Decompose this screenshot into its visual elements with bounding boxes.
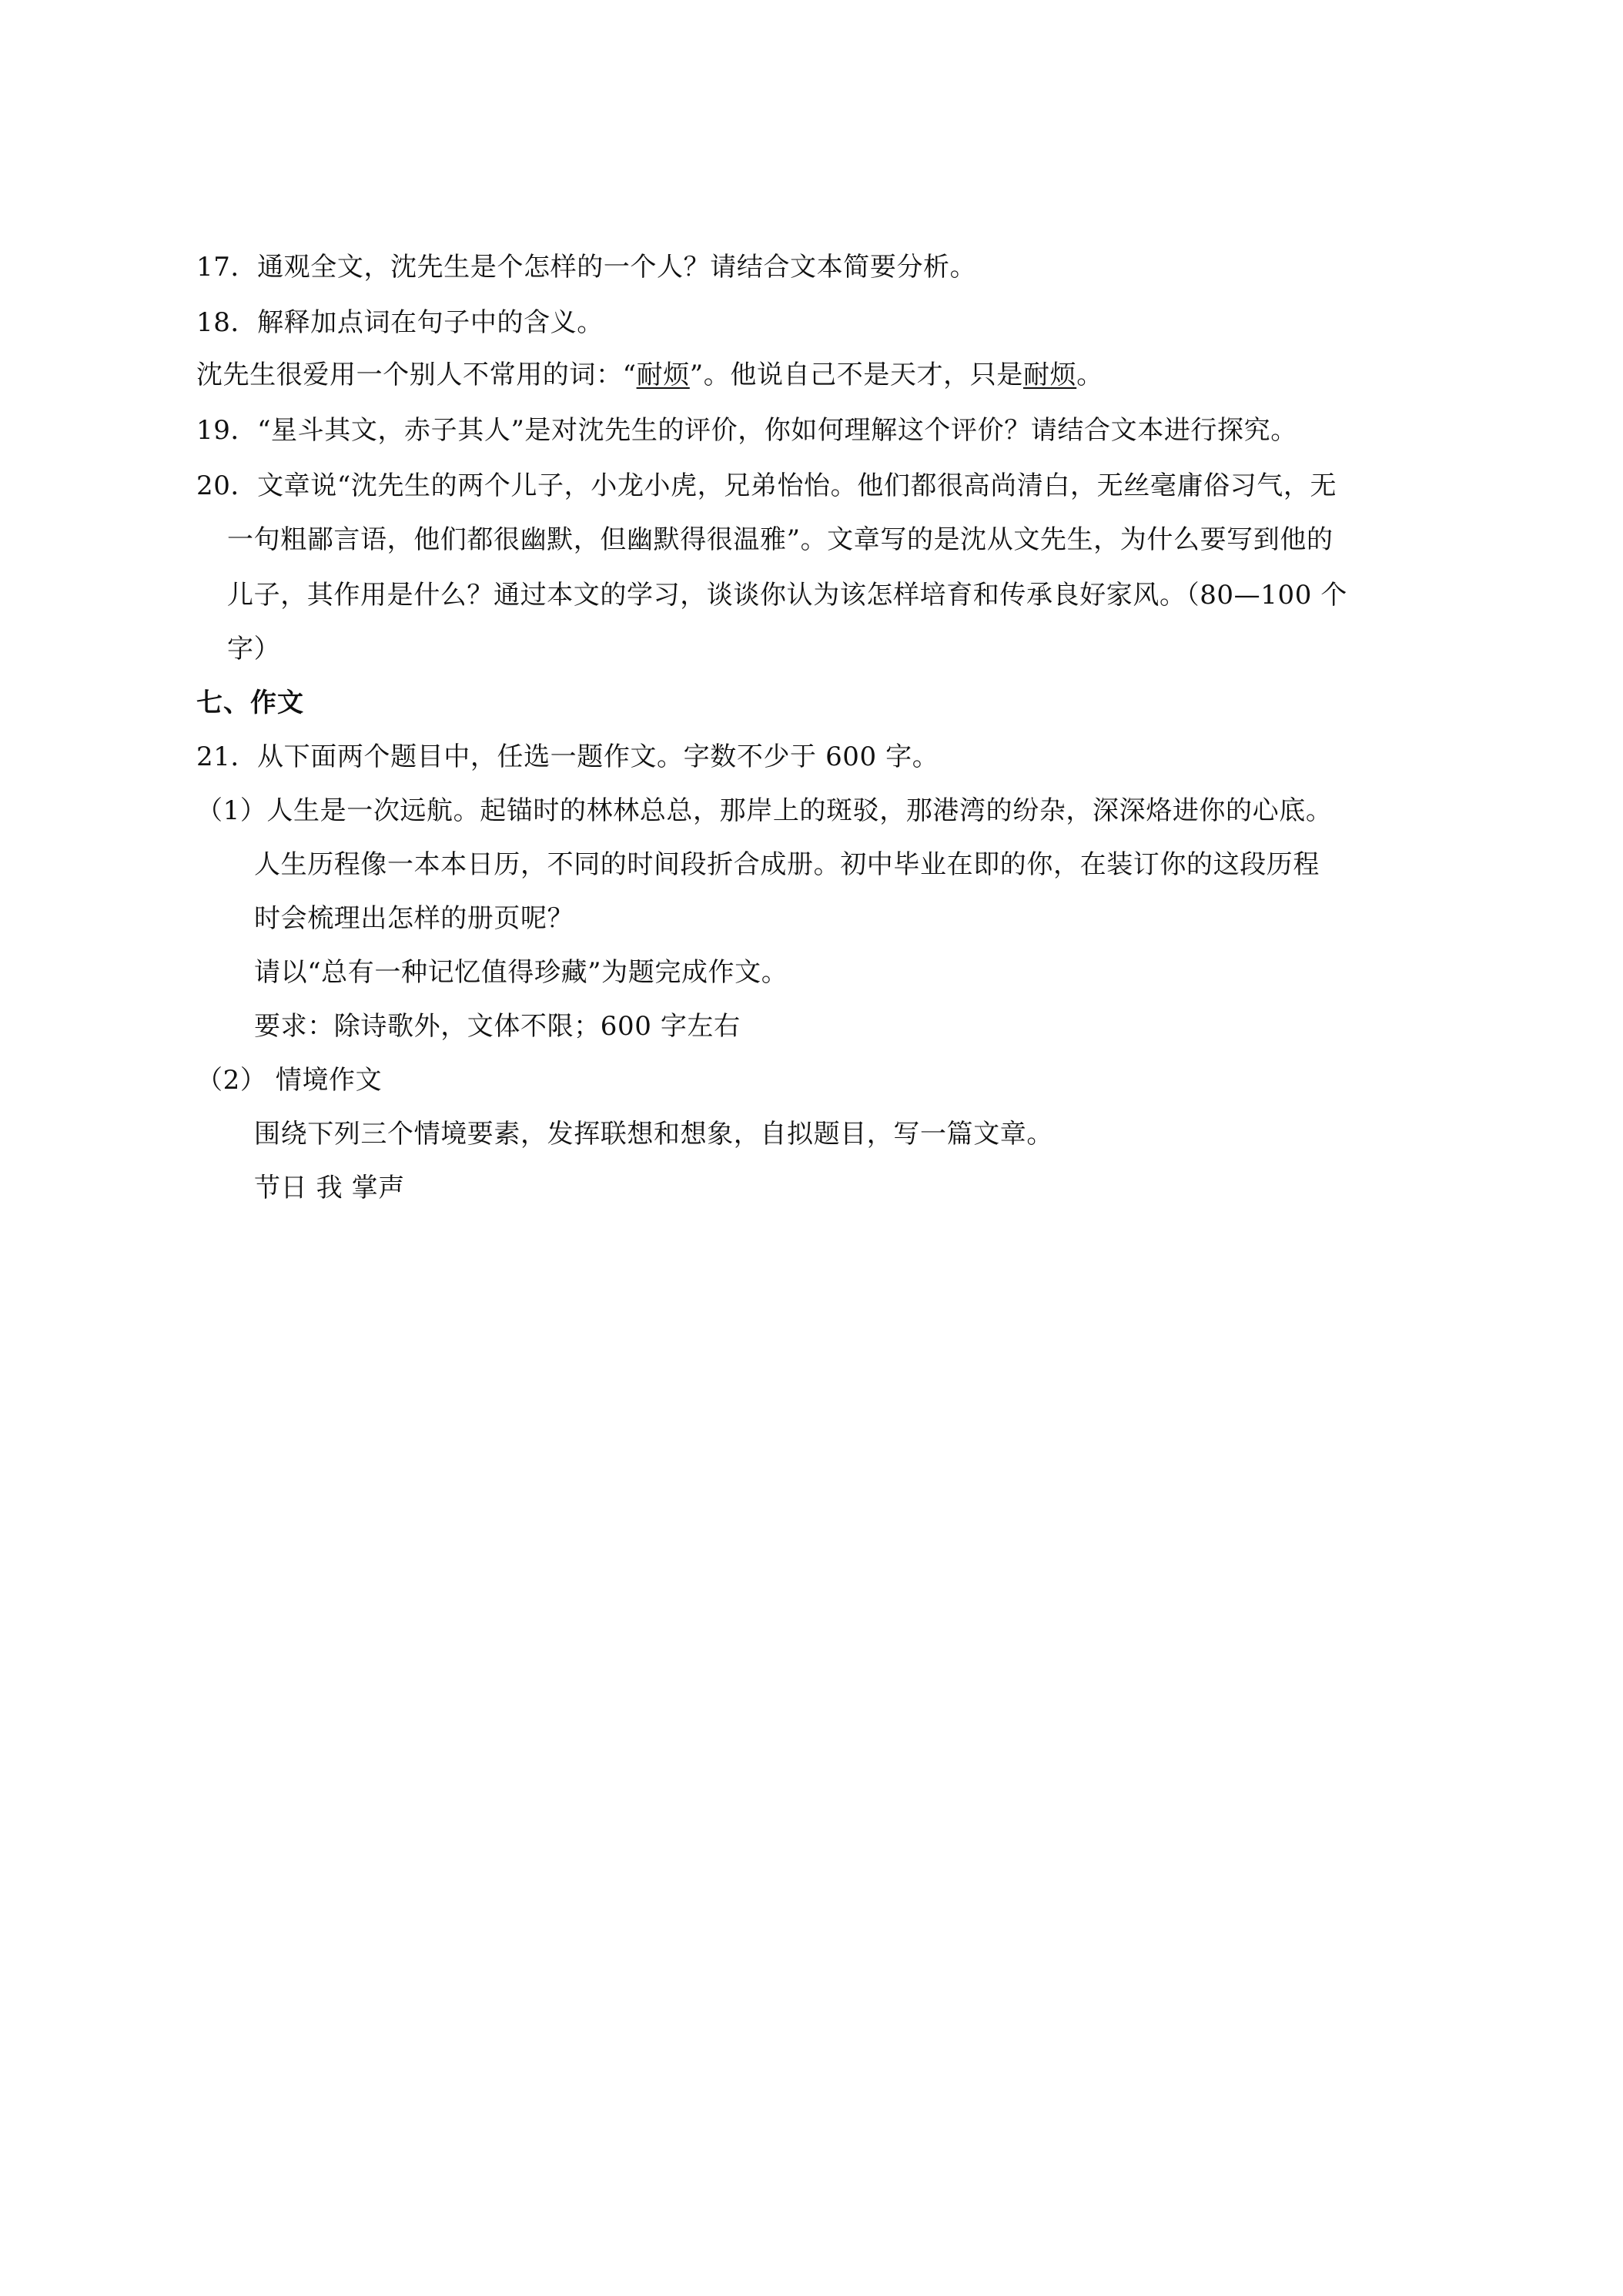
sentence-part-2: ”。他说自己不是天才，只是 (689, 360, 1023, 390)
question-20-line-1: 20．文章说“沈先生的两个儿子，小龙小虎，兄弟怡怡。他们都很高尚清白，无丝毫庸俗习气，无 (196, 470, 1337, 501)
option-1-title-instruction: 请以“总有一种记忆值得珍藏”为题完成作文。 (254, 957, 788, 988)
question-18: 18．解释加点词在句子中的含义。 (196, 307, 604, 338)
underlined-word-2: 耐烦 (1022, 360, 1077, 390)
sentence-part-3: 。 (1076, 360, 1103, 390)
question-20-line-2: 一句粗鄙言语，他们都很幽默，但幽默得很温雅”。文章写的是沈从文先生，为什么要写到他的 (227, 524, 1334, 555)
question-19: 19．“星斗其文，赤子其人”是对沈先生的评价，你如何理解这个评价？请结合文本进行探究。 (196, 415, 1297, 446)
question-21: 21．从下面两个题目中，任选一题作文。字数不少于 600 字。 (196, 741, 939, 772)
option-1-line-3: 时会梳理出怎样的册页呢？ (254, 903, 574, 934)
option-1-line-2: 人生历程像一本本日历，不同的时间段折合成册。初中毕业在即的你，在装订你的这段历程 (254, 849, 1320, 880)
option-2-elements: 节日 我 掌声 (254, 1173, 405, 1203)
option-1-line-1: （1）人生是一次远航。起锚时的林林总总，那岸上的斑驳，那港湾的纷杂，深深烙进你的心底。 (196, 795, 1333, 826)
option-2-heading: （2） 情境作文 (196, 1065, 383, 1096)
option-1-requirements: 要求：除诗歌外，文体不限；600 字左右 (254, 1011, 741, 1042)
underlined-word-1: 耐烦 (636, 360, 690, 390)
question-20-line-4: 字） (227, 634, 281, 664)
question-18-sentence (196, 359, 1103, 391)
sentence-part-1: 沈先生很爱用一个别人不常用的词：“ (196, 360, 637, 390)
section-7-heading: 七、作文 (196, 688, 304, 718)
question-17: 17．通观全文，沈先生是个怎样的一个人？请结合文本简要分析。 (196, 252, 977, 283)
option-2-instruction: 围绕下列三个情境要素，发挥联想和想象，自拟题目，写一篇文章。 (254, 1119, 1053, 1150)
question-20-line-3: 儿子，其作用是什么？通过本文的学习，谈谈你认为该怎样培育和传承良好家风。（80—100 个 (227, 580, 1347, 611)
